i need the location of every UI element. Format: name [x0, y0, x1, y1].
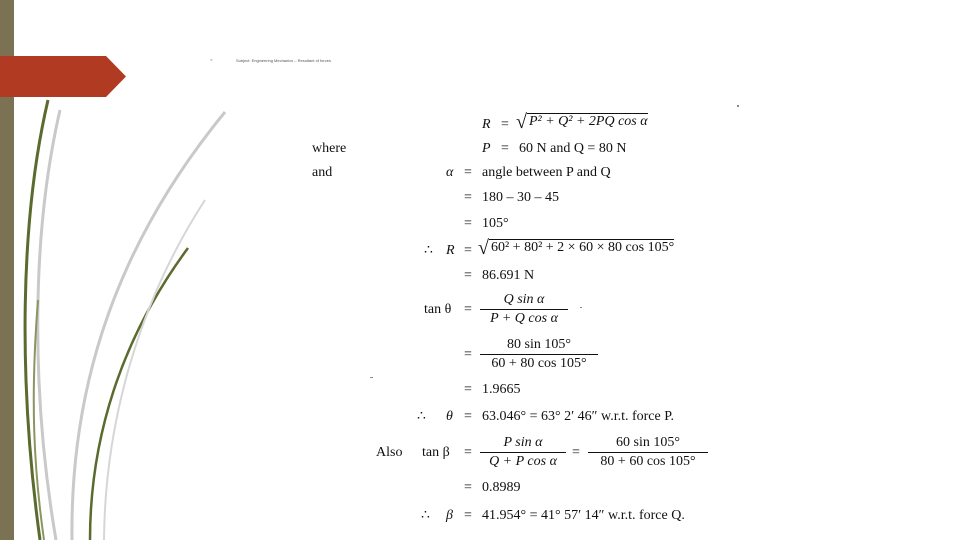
radical-sign: √	[516, 111, 527, 133]
denominator: P + Q cos α	[490, 311, 558, 326]
lhs-P: P	[482, 141, 491, 156]
lhs-beta: β	[446, 508, 453, 523]
rhs-R-value: 86.691 N	[482, 268, 535, 283]
sqrt-expression	[516, 111, 648, 133]
fraction	[480, 435, 566, 470]
denominator: 60 + 80 cos 105°	[491, 356, 587, 371]
radicand: 60² + 80² + 2 × 60 × 80 cos 105°	[490, 240, 675, 255]
denominator: Q + P cos α	[489, 454, 557, 469]
equals-sign: =	[464, 302, 472, 317]
rhs-tan-beta-value: 0.8989	[482, 480, 521, 495]
rhs-angle-calc: 180 – 30 – 45	[482, 190, 559, 205]
scan-speck	[370, 377, 373, 378]
equals-sign: =	[464, 480, 472, 495]
bullet-caption: Subject: Engineering Mechanics – Resultant of forces	[236, 58, 331, 63]
fraction	[480, 337, 598, 372]
equals-sign: =	[464, 268, 472, 283]
radicand: P² + Q² + 2PQ cos α	[528, 114, 648, 129]
fraction	[588, 435, 708, 470]
lhs-R: R	[446, 243, 455, 258]
equals-sign: =	[501, 141, 509, 156]
label-also: Also	[376, 445, 403, 460]
numerator: 80 sin 105°	[507, 337, 571, 352]
equals-sign: =	[464, 445, 472, 460]
rhs-beta-value: 41.954° = 41° 57′ 14″ w.r.t. force Q.	[482, 508, 685, 523]
equals-sign: =	[464, 508, 472, 523]
equals-sign: =	[464, 347, 472, 362]
therefore-symbol: ∴	[421, 508, 430, 523]
bullet-marker: ◦	[210, 57, 213, 64]
numerator: Q sin α	[503, 292, 545, 307]
fraction	[480, 292, 568, 327]
lhs-theta: θ	[446, 409, 453, 424]
rhs-angle-between: angle between P and Q	[482, 165, 611, 180]
radical-sign: √	[478, 237, 489, 259]
rhs-alpha-value: 105°	[482, 216, 509, 231]
fraction-bar	[588, 452, 708, 453]
therefore-symbol: ∴	[424, 243, 433, 258]
equals-sign: =	[464, 409, 472, 424]
title-tab-shape	[0, 56, 126, 97]
equals-sign: =	[501, 117, 509, 132]
fraction-bar	[480, 309, 568, 310]
numerator: 60 sin 105°	[616, 435, 680, 450]
fraction-bar	[480, 354, 598, 355]
equals-sign: =	[464, 190, 472, 205]
rhs-theta-value: 63.046° = 63° 2′ 46″ w.r.t. force P.	[482, 409, 674, 424]
equals-sign: =	[572, 445, 580, 460]
equals-sign: =	[464, 382, 472, 397]
equals-sign: =	[464, 165, 472, 180]
scan-speck	[580, 307, 582, 308]
label-and: and	[312, 165, 333, 180]
equals-sign: =	[464, 243, 472, 258]
lhs-tan-beta: tan β	[422, 445, 450, 460]
lhs-R: R	[482, 117, 491, 132]
solution-image	[300, 100, 760, 540]
rhs-values: 60 N and Q = 80 N	[519, 141, 627, 156]
label-where: where	[312, 141, 347, 156]
denominator: 80 + 60 cos 105°	[600, 454, 696, 469]
equals-sign: =	[464, 216, 472, 231]
therefore-symbol: ∴	[417, 409, 426, 424]
lhs-alpha: α	[446, 165, 454, 180]
numerator: P sin α	[503, 435, 543, 450]
fraction-bar	[480, 452, 566, 453]
sqrt-expression	[478, 237, 675, 259]
rhs-tan-theta-value: 1.9665	[482, 382, 521, 397]
lhs-tan-theta: tan θ	[424, 302, 452, 317]
scan-speck	[737, 105, 739, 107]
